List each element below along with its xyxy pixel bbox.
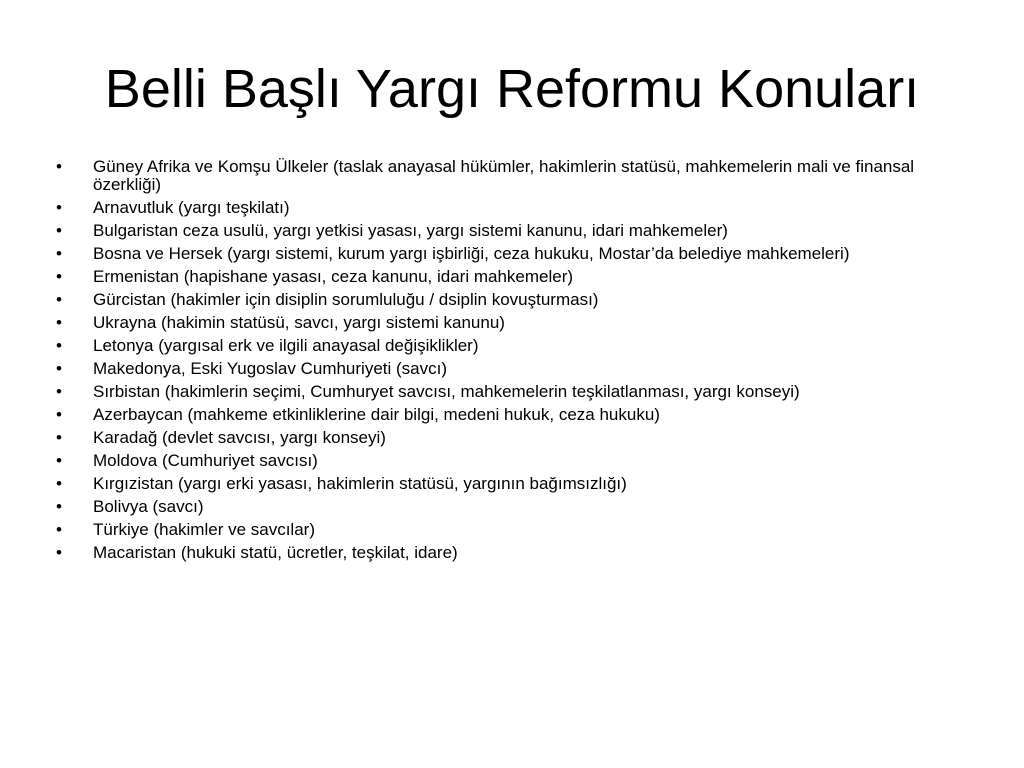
bullet-icon: • bbox=[56, 359, 62, 378]
bullet-icon: • bbox=[56, 290, 62, 309]
bullet-icon: • bbox=[56, 497, 62, 516]
list-item-text: Gürcistan (hakimler için disiplin sorumluluğu / dsiplin kovuşturması) bbox=[93, 290, 599, 309]
bullet-icon: • bbox=[56, 382, 62, 401]
list-item-text: Ermenistan (hapishane yasası, ceza kanunu, idari mahkemeler) bbox=[93, 267, 574, 286]
list-item bbox=[56, 245, 968, 263]
list-item-text: Moldova (Cumhuriyet savcısı) bbox=[93, 451, 318, 470]
list-item bbox=[56, 360, 968, 378]
list-item-text: Bosna ve Hersek (yargı sistemi, kurum yargı işbirliği, ceza hukuku, Mostar’da belediye mahkemeleri) bbox=[93, 244, 850, 263]
list-item bbox=[56, 268, 968, 286]
bullet-icon: • bbox=[56, 474, 62, 493]
list-item-text: Macaristan (hukuki statü, ücretler, teşkilat, idare) bbox=[93, 543, 458, 562]
list-item-text: Bulgaristan ceza usulü, yargı yetkisi yasası, yargı sistemi kanunu, idari mahkemeler) bbox=[93, 221, 728, 240]
list-item bbox=[56, 521, 968, 539]
list-item bbox=[56, 475, 968, 493]
list-item bbox=[56, 199, 968, 217]
list-item-text: Karadağ (devlet savcısı, yargı konseyi) bbox=[93, 428, 386, 447]
bullet-icon: • bbox=[56, 543, 62, 562]
list-item-text: Azerbaycan (mahkeme etkinliklerine dair bilgi, medeni hukuk, ceza hukuku) bbox=[93, 405, 660, 424]
bullet-icon: • bbox=[56, 336, 62, 355]
bullet-icon: • bbox=[56, 313, 62, 332]
list-item-text: Arnavutluk (yargı teşkilatı) bbox=[93, 198, 290, 217]
list-item-text: Makedonya, Eski Yugoslav Cumhuriyeti (savcı) bbox=[93, 359, 448, 378]
bullet-icon: • bbox=[56, 451, 62, 470]
list-item-text: Sırbistan (hakimlerin seçimi, Cumhuryet savcısı, mahkemelerin teşkilatlanması, yargı konseyi) bbox=[93, 382, 800, 401]
list-item bbox=[56, 158, 968, 194]
bullet-icon: • bbox=[56, 244, 62, 263]
bullet-icon: • bbox=[56, 221, 62, 240]
list-item bbox=[56, 222, 968, 240]
list-item bbox=[56, 452, 968, 470]
list-item-text: Letonya (yargısal erk ve ilgili anayasal değişiklikler) bbox=[93, 336, 479, 355]
list-item bbox=[56, 383, 968, 401]
list-item bbox=[56, 544, 968, 562]
bullet-icon: • bbox=[56, 520, 62, 539]
bullet-icon: • bbox=[56, 157, 62, 176]
list-item bbox=[56, 337, 968, 355]
bullet-icon: • bbox=[56, 428, 62, 447]
list-item-text: Bolivya (savcı) bbox=[93, 497, 204, 516]
list-item bbox=[56, 429, 968, 447]
list-item-text: Ukrayna (hakimin statüsü, savcı, yargı sistemi kanunu) bbox=[93, 313, 505, 332]
list-item bbox=[56, 498, 968, 516]
list-item-text: Türkiye (hakimler ve savcılar) bbox=[93, 520, 315, 539]
bullet-icon: • bbox=[56, 405, 62, 424]
list-item-text: Güney Afrika ve Komşu Ülkeler (taslak anayasal hükümler, hakimlerin statüsü, mahkemelerin mali ve finansal özerkliği) bbox=[93, 157, 915, 194]
list-item bbox=[56, 291, 968, 309]
list-item-text: Kırgızistan (yargı erki yasası, hakimlerin statüsü, yargının bağımsızlığı) bbox=[93, 474, 627, 493]
bullet-list bbox=[56, 158, 968, 567]
list-item bbox=[56, 406, 968, 424]
list-item bbox=[56, 314, 968, 332]
bullet-icon: • bbox=[56, 198, 62, 217]
slide-title: Belli Başlı Yargı Reformu Konuları bbox=[104, 59, 920, 119]
bullet-icon: • bbox=[56, 267, 62, 286]
